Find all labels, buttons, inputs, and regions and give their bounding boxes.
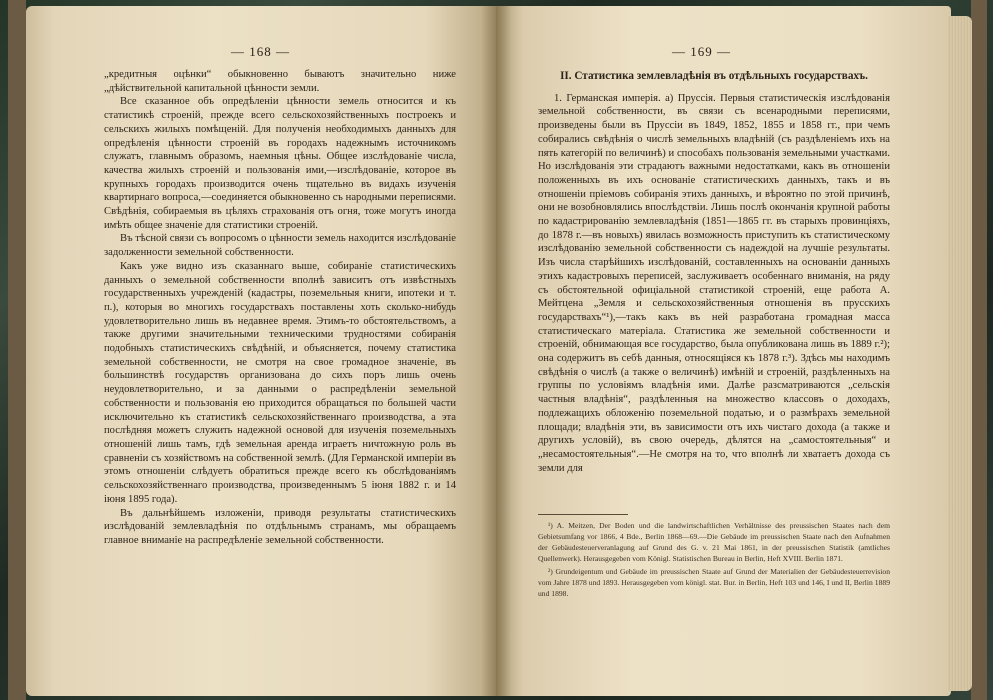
footnote-2: ²) Grundeigentum und Gebäude im preussischen Staate auf Grund der Materialien der Gebäudesteuerrevision vom Jahre 1878 und 1893. Herausgegeben vom königl. stat. Bur. in Berlin, Heft 103 und 146, I und II, Berlin 1889 und 1898. — [538, 567, 890, 598]
right-page-number: — 169 — — [672, 44, 731, 59]
left-page-body — [104, 68, 456, 548]
cover-edge-left — [8, 0, 26, 700]
section-heading: II. Статистика землевладѣнія въ отдѣльныхъ государствахъ. — [560, 70, 868, 82]
left-paragraph-4: Какъ уже видно изъ сказаннаго выше, собираніе статистическихъ данныхъ о земельной собственности вполнѣ зависитъ отъ извѣстныхъ государственныхъ учрежденій (кадастры, поземельныя книги, ипотеки и т. п.), которыя во многихъ государствахъ поставлены хоть сколько-нибудь удовлетворительно лишь въ недавнее время. Этимъ-то обстоятельствомъ, а также другими значительными техническими трудностями собиранія подобныхъ статистическихъ свѣдѣній, и объясняется, почему статистика земельной собственности, не смотря на свое громадное значеніе, въ большинствѣ государствъ организована до сихъ поръ лишь очень неудовлетворительно, и за данными о распредѣленіи земельной собственности и пользованія ею приходится обращаться по большей части исключительно къ статистикѣ сельскохозяйственнаго производства, а эта послѣдняя можетъ служить надежной основой для изученія поземельныхъ отношеній лишь тамъ, гдѣ земельная аренда играетъ ничтожную роль въ сравненіи съ хозяйствомъ на собственной землѣ. (Для Германской имперіи въ этомъ отношеніи слѣдуетъ обратиться прежде всего къ обслѣдованіямъ сельскохозяйственнаго производства, произведеннымъ 5 іюня 1882 г. и 14 іюня 1895 года). — [104, 260, 456, 505]
right-paragraph-1: 1. Германская имперія. a) Пруссія. Первыя статистическія изслѣдованія земельной собственности, въ связи съ всенародными переписями, произведены были въ Пруссіи въ 1849, 1852, 1855 и 1858 гг., при чемъ собирались свѣдѣнія о числѣ земельныхъ владѣній (съ раздѣленіемъ ихъ на пять категорій по величинѣ) и способахъ пользованія земельными участками. Но изслѣдованія эти страдаютъ важными недостатками, какъ въ отношеніи положенныхъ въ ихъ основаніе статистическихъ данныхъ, такъ и въ отношеніи пріемовъ собиранія этихъ данныхъ, и вѣроятно по этой причинѣ, они не возобновлялись впослѣдствіи. Лишь послѣ окончанія крупной работы по кадастрированію землевладѣнія (1851—1865 гг. въ старыхъ провинціяхъ, до 1878 г.—въ новыхъ) явилась возможность приступить къ статистическому изслѣдованію земельной собственности съ надеждой на лучшіе результаты. Изъ числа старѣйшихъ изслѣдованій, составленныхъ на основаніи данныхъ этихъ кадастровыхъ переписей, заслуживаетъ особеннаго вниманія, на ряду съ обстоятельной офиціальной статистикой строеній, еще работа А. Мейтцена „Земля и сельскохозяйственныя отношенія въ прусскихъ государствахъ“¹),—такъ какъ въ ней разработана громадная масса статистическаго матеріала. Статистика же земельной собственности и строеній, обнимающая все государство, была опубликована лишь въ 1889 г.²); она содержитъ въ себѣ данныя, относящіяся къ 1878 г.³). Здѣсь мы находимъ свѣдѣнія о числѣ (а также о величинѣ) имѣній и строеній, раздѣленныхъ на группы по условіямъ владѣнія ими. Далѣе разсматриваются „сельскія частныя владѣнія“, раздѣленныя на множество классовъ о доходахъ, подлежащихъ обложенію поземельной податью, и о размѣрахъ земельной площади; владѣнія эти, въ зависимости отъ ихъ чистаго дохода (а также и другихъ условій), въ свою очередь, дѣлятся на „самостоятельныя“ и „несамостоятельныя“.—Не смотря на то, что вполнѣ ли хватаетъ дохода съ земли для — [538, 92, 890, 474]
book-gutter — [481, 6, 511, 696]
footnote-rule — [538, 514, 628, 515]
footnote-1: ¹) A. Meitzen, Der Boden und die landwirtschaftlichen Verhältnisse des preussischen Staates nach dem Gebietsumfang vor 1866, 4 Bde., Berlin 1868—69.—Die Gebäude im preussischen Staate nach den Aufnahmen der Gebäudesteuerveranlagung auf Grund des G. v. 21 Mai 1861, in der preussischen Statistik (amtliches Quellenwerk). Herausgegeben vom Königl. Statistischen Bureau in Berlin, Heft XVIII. Berlin 1871. — [538, 521, 890, 563]
cover-edge-right — [971, 0, 987, 700]
open-book — [26, 6, 971, 696]
page-edges — [948, 16, 972, 691]
left-paragraph-1: „кредитныя оцѣнки“ обыкновенно бываютъ значительно ниже „дѣйствительной капитальной цѣнности земли. — [104, 69, 456, 94]
left-paragraph-5: Въ дальнѣйшемъ изложеніи, приводя результаты статистическихъ изслѣдованій землевладѣнія по отдѣльнымъ странамъ, мы обращаемъ главное вниманіе на распредѣленіе земельной собственности. — [104, 507, 456, 546]
right-page — [496, 6, 951, 696]
left-page-number: — 168 — — [231, 44, 290, 59]
left-paragraph-2: Все сказанное объ опредѣленіи цѣнности земель относится и къ статистикѣ строеній, прежде всего сельскохозяйственныхъ построекъ и сельскихъ жилыхъ помѣщеній. Для полученія необходимыхъ данныхъ для опредѣленія цѣнности строеній въ городахъ надежнымъ источникомъ служатъ, главнымъ образомъ, наемныя цѣны. Общее изслѣдованіе числа, качества жилыхъ строеній и пользованія ими,—изслѣдованіе, которое въ крупныхъ городахъ производится очень тщательно въ видахъ изученія квартирнаго вопроса,—соединяется обыкновенно съ народными переписями. Свѣдѣнія, собираемыя въ цѣляхъ страхованія отъ огня, тоже могутъ иногда имѣть общее значеніе для статистики строеній. — [104, 96, 456, 231]
left-page — [26, 6, 496, 696]
right-page-body — [538, 70, 890, 475]
footnotes — [538, 520, 890, 601]
left-paragraph-3: Въ тѣсной связи съ вопросомъ о цѣнности земель находится изслѣдованіе задолженности земельной собственности. — [104, 233, 456, 259]
